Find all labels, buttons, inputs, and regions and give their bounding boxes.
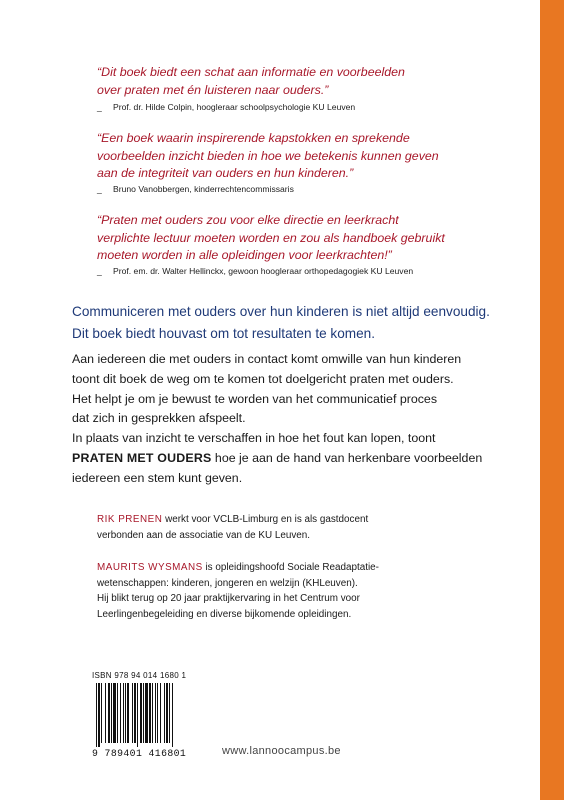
body-line: dat zich in gesprekken afspeelt.: [72, 411, 246, 426]
body-line: In plaats van inzicht te verschaffen in hoe het fout kan lopen, toont: [72, 431, 436, 446]
lead-line: Communiceren met ouders over hun kinderen is niet altijd eenvoudig.: [72, 304, 490, 319]
bio-text: werkt voor VCLB-Limburg en is als gastdocent: [162, 514, 369, 525]
quote-attribution-colpin: [97, 102, 517, 112]
bio-line: [97, 560, 517, 576]
bio-line: wetenschappen: kinderen, jongeren en welzijn (KHLeuven).: [97, 577, 358, 589]
body-line: iedereen een stem kunt geven.: [72, 470, 243, 485]
website-url: www.lannoocampus.be: [222, 745, 341, 757]
quote-line: voorbeelden inzicht bieden in hoe we betekenis kunnen geven: [97, 148, 439, 163]
attribution-dash: _: [97, 184, 102, 194]
lead-line: Dit boek biedt houvast om tot resultaten te komen.: [72, 326, 376, 341]
author-bio-prenen: [97, 512, 517, 543]
bio-line: verbonden aan de associatie van de KU Leuven.: [97, 529, 311, 541]
book-title-inline: PRATEN MET OUDERS: [72, 450, 212, 465]
body-line: toont dit boek de weg om te komen tot doelgericht praten met ouders.: [72, 371, 454, 386]
body-paragraph: [72, 350, 532, 489]
quote-attribution-hellinckx: [97, 266, 517, 276]
body-line-rest: hoe je aan de hand van herkenbare voorbeelden: [211, 450, 483, 465]
isbn-label: ISBN 978 94 014 1680 1: [92, 671, 187, 680]
quote-line: “Praten met ouders zou voor elke directie en leerkracht: [97, 213, 399, 227]
attribution-dash: _: [97, 102, 102, 112]
barcode-digits: 9 789401 416801: [92, 748, 187, 759]
bio-text: is opleidingshoofd Sociale Readaptatie-: [202, 562, 379, 573]
quote-line: aan de integriteit van ouders en hun kinderen.”: [97, 166, 354, 180]
author-name: MAURITS WYSMANS: [97, 562, 203, 573]
quote-vanobbergen: [97, 130, 497, 183]
quote-hellinckx: [97, 212, 497, 265]
attribution-text: Prof. dr. Hilde Colpin, hoogleraar schoolpsychologie KU Leuven: [113, 102, 356, 112]
orange-spine-bar: [540, 0, 564, 800]
quote-line: verplichte lectuur moeten worden en zou als handboek gebruikt: [97, 230, 445, 245]
attribution-text: Prof. em. dr. Walter Hellinckx, gewoon hoogleraar orthopedagogiek KU Leuven: [113, 266, 414, 276]
attribution-dash: _: [97, 266, 102, 276]
quote-line: moeten worden in alle opleidingen voor leerkrachten!”: [97, 248, 392, 262]
quote-line: “Een boek waarin inspirerende kapstokken en sprekende: [97, 131, 410, 145]
author-name: RIK PRENEN: [97, 514, 163, 525]
bio-line: Leerlingenbegeleiding en diverse bijkomende opleidingen.: [97, 609, 352, 621]
bio-line: [97, 512, 517, 528]
body-line: [72, 449, 532, 469]
bio-line: Hij blikt terug op 20 jaar praktijkervaring in het Centrum voor: [97, 593, 360, 605]
body-line: Aan iedereen die met ouders in contact komt omwille van hun kinderen: [72, 352, 462, 366]
quote-line: over praten met én luisteren naar ouders.”: [97, 82, 329, 97]
quote-attribution-vanobbergen: [97, 184, 517, 194]
lead-paragraph: [72, 301, 532, 345]
quote-line: “Dit boek biedt een schat aan informatie en voorbeelden: [97, 65, 405, 79]
author-bio-wysmans: [97, 560, 517, 623]
quote-colpin: [97, 64, 497, 99]
attribution-text: Bruno Vanobbergen, kinderrechtencommissaris: [113, 184, 294, 194]
body-line: Het helpt je om je bewust te worden van het communicatief proces: [72, 391, 438, 406]
barcode: [92, 683, 203, 747]
